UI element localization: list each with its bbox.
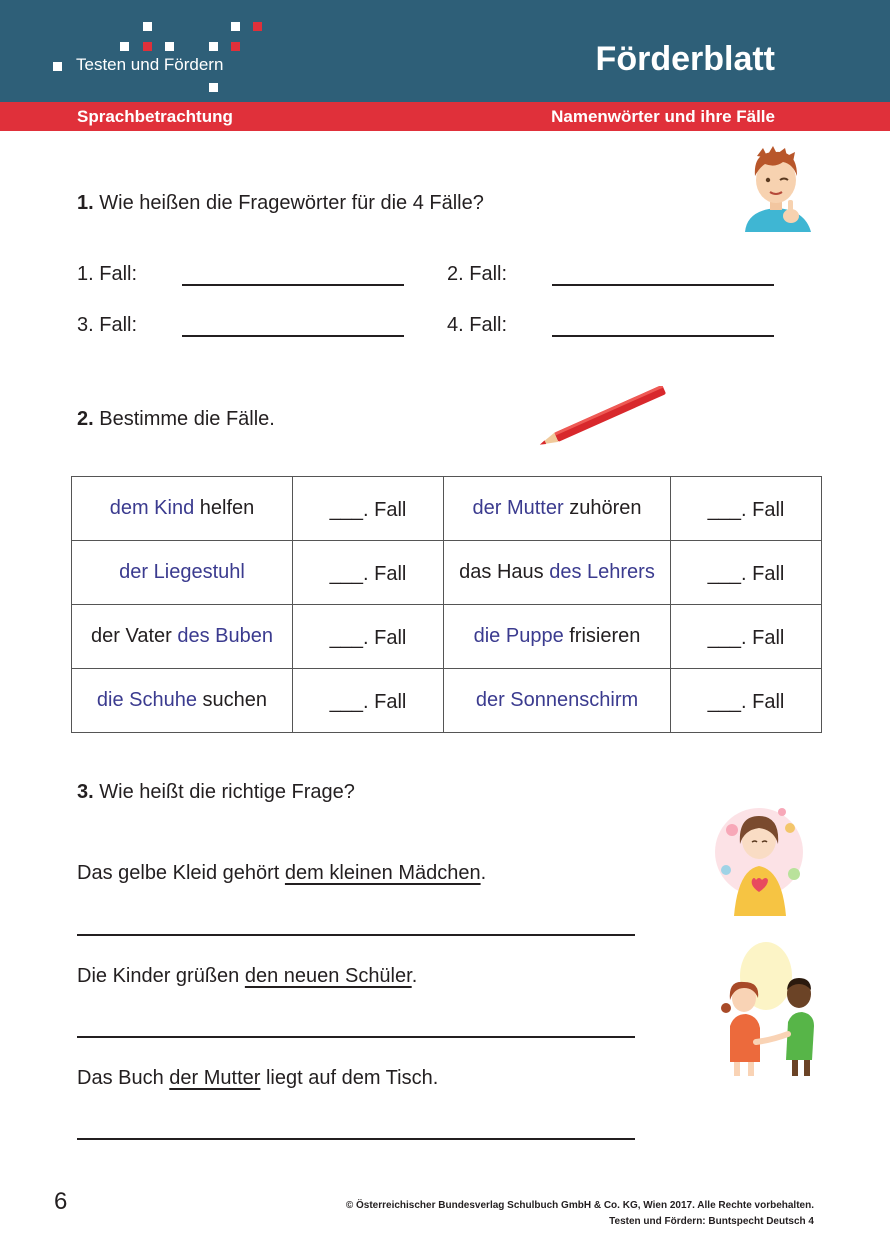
brand-name: Testen und Fördern xyxy=(76,55,224,74)
fall-answer-text: ___. Fall xyxy=(707,627,785,649)
fall-answer-cell[interactable] xyxy=(671,669,822,733)
header-bar xyxy=(0,0,890,102)
sentence-pre: Das Buch xyxy=(77,1067,170,1089)
table-row xyxy=(72,541,822,605)
task1-question xyxy=(77,192,484,215)
fall4-answer-line[interactable] xyxy=(552,335,774,337)
logo-square xyxy=(120,42,129,51)
girl-with-heart-illustration xyxy=(712,800,806,918)
phrase-cell xyxy=(72,669,293,733)
sentence-post: . xyxy=(411,965,418,987)
table-row xyxy=(72,605,822,669)
task2-question xyxy=(77,408,275,431)
page-number: 6 xyxy=(54,1188,68,1215)
fall1-answer-line[interactable] xyxy=(182,284,404,286)
fall-answer-text: ___. Fall xyxy=(329,499,407,521)
logo-square xyxy=(53,62,62,71)
task3-text: Wie heißt die richtige Frage? xyxy=(99,781,355,803)
phrase-cell xyxy=(444,541,671,605)
fall-answer-text: ___. Fall xyxy=(329,691,407,713)
phrase-noun: der Mutter xyxy=(472,497,564,519)
red-pencil-illustration xyxy=(528,386,676,448)
task1-text: Wie heißen die Fragewörter für die 4 Fälle? xyxy=(99,192,484,214)
phrase-noun: dem Kind xyxy=(109,497,195,519)
phrase-cell xyxy=(72,541,293,605)
fall2-answer-line[interactable] xyxy=(552,284,774,286)
fall3-answer-line[interactable] xyxy=(182,335,404,337)
phrase-pre: der Vater xyxy=(91,625,178,647)
phrase-cell xyxy=(444,669,671,733)
sentence-post: . xyxy=(480,862,487,884)
page-title: Förderblatt xyxy=(595,40,775,78)
boy-illustration xyxy=(735,146,819,232)
topic-label: Namenwörter und ihre Fälle xyxy=(551,107,775,126)
answer-line-3[interactable] xyxy=(77,1138,635,1140)
logo-square xyxy=(209,83,218,92)
logo-square xyxy=(231,22,240,31)
two-children-illustration xyxy=(716,940,820,1080)
sentence-pre: Das gelbe Kleid gehört xyxy=(77,862,285,884)
fall-answer-text: ___. Fall xyxy=(707,499,785,521)
fall3-label: 3. Fall: xyxy=(77,314,138,336)
sentence-underlined: der Mutter xyxy=(169,1067,261,1089)
fall-answer-cell[interactable] xyxy=(293,605,444,669)
phrase-noun: der Sonnenschirm xyxy=(475,689,639,711)
sentence-pre: Die Kinder grüßen xyxy=(77,965,245,987)
answer-line-1[interactable] xyxy=(77,934,635,936)
phrase-noun: die Puppe xyxy=(473,625,564,647)
phrase-cell xyxy=(72,477,293,541)
task1-number: 1. xyxy=(77,192,94,214)
logo-square xyxy=(231,42,240,51)
logo-square xyxy=(143,42,152,51)
fall-answer-text: ___. Fall xyxy=(329,563,407,585)
fall4-label: 4. Fall: xyxy=(447,314,508,336)
phrase-cell xyxy=(444,605,671,669)
phrase-rest: helfen xyxy=(194,497,255,519)
logo-square xyxy=(165,42,174,51)
fall-answer-cell[interactable] xyxy=(293,669,444,733)
category-label: Sprachbetrachtung xyxy=(77,107,233,126)
sentence-post: liegt auf dem Tisch. xyxy=(260,1067,439,1089)
sentence-3 xyxy=(77,1067,438,1090)
fall-answer-text: ___. Fall xyxy=(707,691,785,713)
sentence-underlined: den neuen Schüler xyxy=(244,965,412,987)
phrase-rest: frisieren xyxy=(563,625,641,647)
phrase-cell xyxy=(72,605,293,669)
series-text: Testen und Fördern: Buntspecht Deutsch 4 xyxy=(609,1216,814,1227)
fall-answer-cell[interactable] xyxy=(671,541,822,605)
task3-question xyxy=(77,781,355,804)
task3-number: 3. xyxy=(77,781,94,803)
logo-square xyxy=(209,42,218,51)
answer-line-2[interactable] xyxy=(77,1036,635,1038)
sentence-underlined: dem kleinen Mädchen xyxy=(284,862,481,884)
fall-answer-cell[interactable] xyxy=(671,605,822,669)
fall-answer-cell[interactable] xyxy=(293,541,444,605)
phrase-noun: des Lehrers xyxy=(549,561,655,583)
phrase-noun: die Schuhe xyxy=(96,689,197,711)
fall2-label: 2. Fall: xyxy=(447,263,508,285)
cases-table xyxy=(71,476,822,733)
fall1-label: 1. Fall: xyxy=(77,263,138,285)
fall-answer-cell[interactable] xyxy=(671,477,822,541)
phrase-rest: zuhören xyxy=(563,497,642,519)
fall-answer-text: ___. Fall xyxy=(707,563,785,585)
fall-answer-text: ___. Fall xyxy=(329,627,407,649)
sentence-1 xyxy=(77,862,486,885)
phrase-noun: der Liegestuhl xyxy=(119,561,245,583)
task2-number: 2. xyxy=(77,408,94,430)
phrase-noun: des Buben xyxy=(177,625,273,647)
phrase-cell xyxy=(444,477,671,541)
task2-text: Bestimme die Fälle. xyxy=(99,408,275,430)
fall-answer-cell[interactable] xyxy=(293,477,444,541)
copyright-text: © Österreichischer Bundesverlag Schulbuch GmbH & Co. KG, Wien 2017. Alle Rechte vorbehalten. xyxy=(345,1200,814,1211)
phrase-pre: das Haus xyxy=(459,561,550,583)
logo-square xyxy=(253,22,262,31)
sentence-2 xyxy=(77,965,417,988)
table-row xyxy=(72,669,822,733)
phrase-rest: suchen xyxy=(197,689,268,711)
table-row xyxy=(72,477,822,541)
logo-square xyxy=(143,22,152,31)
